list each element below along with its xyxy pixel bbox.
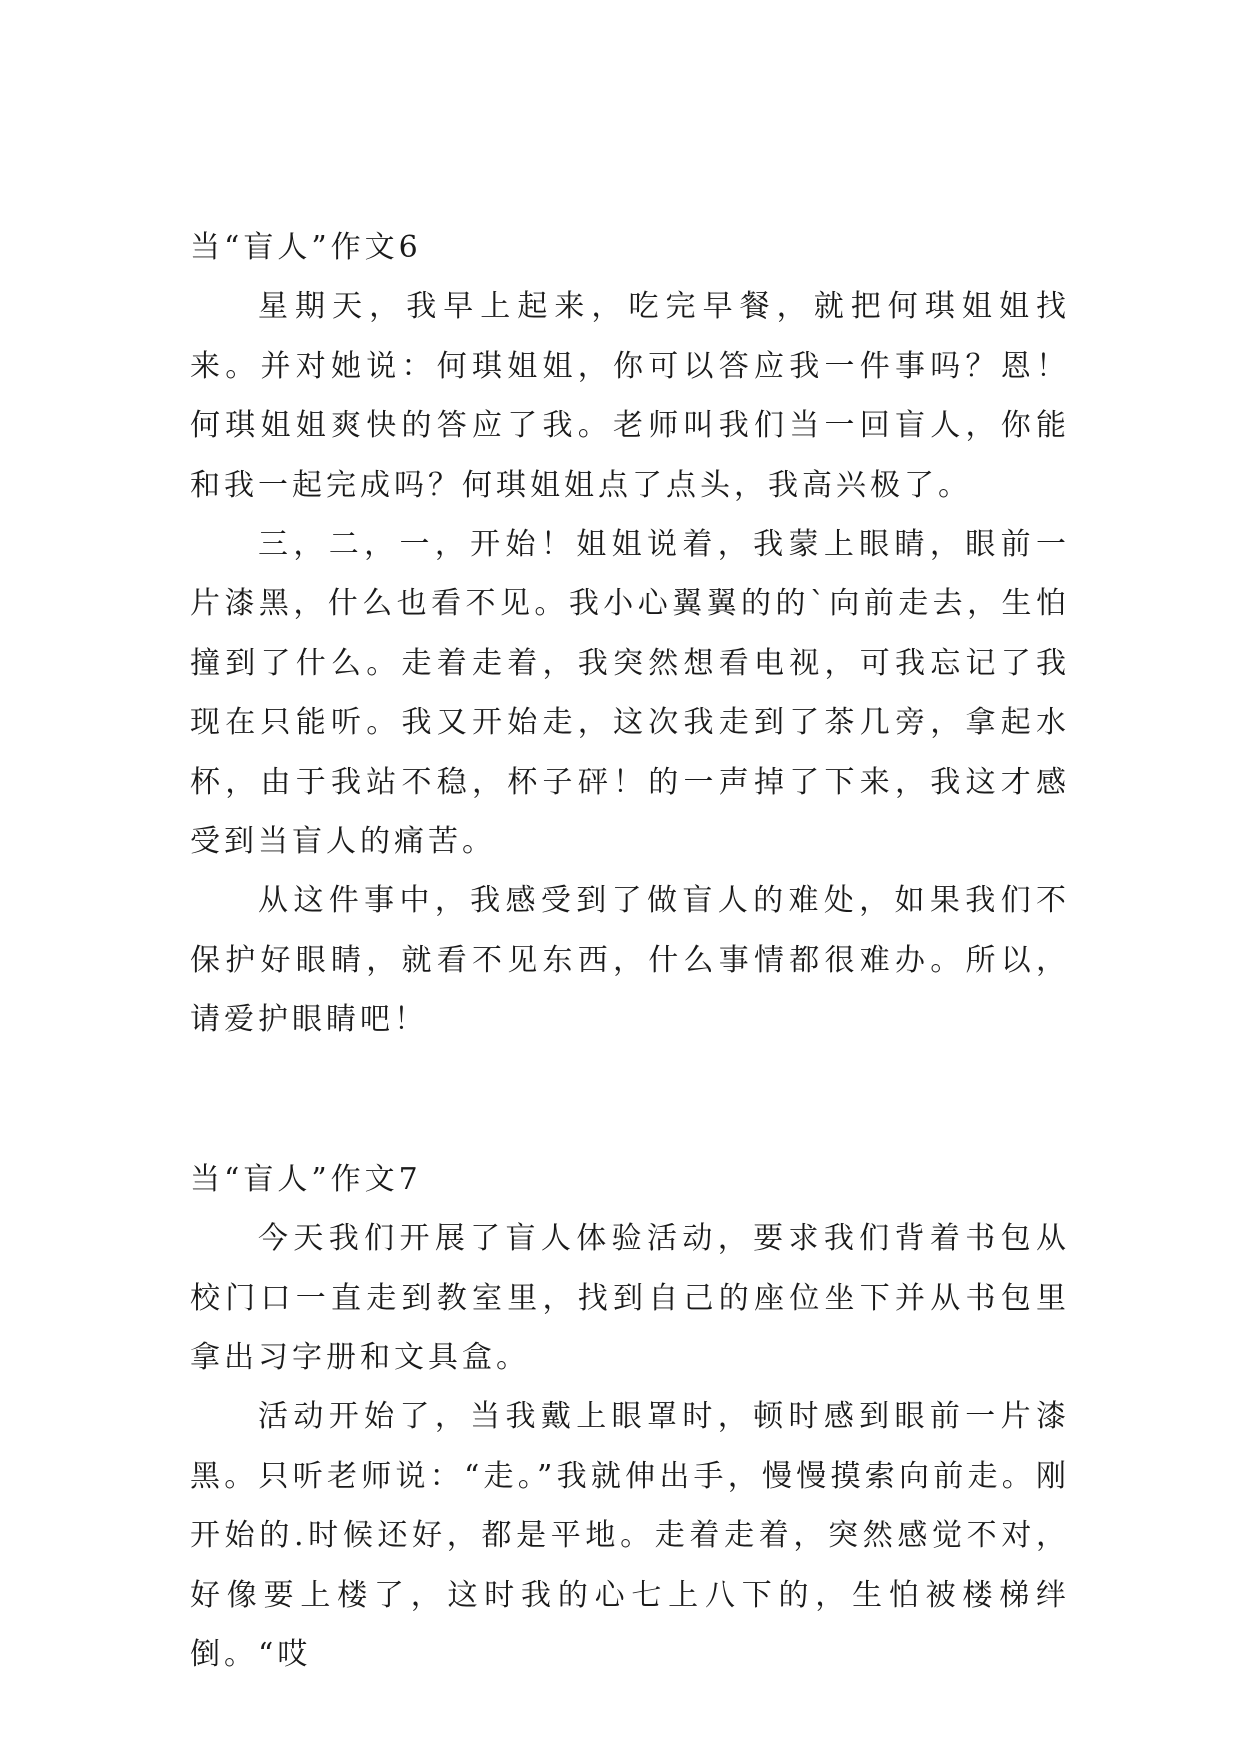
paragraph: 活动开始了，当我戴上眼罩时，顿时感到眼前一片漆黑。只听老师说：“走。”我就伸出手，慢慢摸索向前走。刚开始的.时候还好，都是平地。走着走着，突然感觉不对，好像要上楼了，这时我的心七上八下的，生怕被楼梯绊倒。“哎 [190,1399,1070,1672]
section-title: 当“盲人”作文7 [190,1161,422,1197]
paragraph: 从这件事中，我感受到了做盲人的难处，如果我们不保护好眼睛，就看不见东西，什么事情都很难办。所以，请爱护眼睛吧！ [190,883,1070,1038]
paragraph: 今天我们开展了盲人体验活动，要求我们背着书包从校门口一直走到教室里，找到自己的座位坐下并从书包里拿出习字册和文具盒。 [190,1221,1070,1375]
section-spacer [190,1050,1070,1150]
essay-section-6 [190,218,1070,1050]
document-body [190,218,1070,1684]
essay-section-7 [190,1150,1070,1685]
paragraph: 三，二，一，开始！姐姐说着，我蒙上眼睛，眼前一片漆黑，什么也看不见。我小心翼翼的的`向前走去，生怕撞到了什么。走着走着，我突然想看电视，可我忘记了我现在只能听。我又开始走，这次我走到了茶几旁，拿起水杯，由于我站不稳，杯子砰！的一声掉了下来，我这才感受到当盲人的痛苦。 [190,527,1070,860]
section-title: 当“盲人”作文6 [190,230,422,265]
paragraph: 星期天，我早上起来，吃完早餐，就把何琪姐姐找来。并对她说：何琪姐姐，你可以答应我一件事吗？恩！何琪姐姐爽快的答应了我。老师叫我们当一回盲人，你能和我一起完成吗？何琪姐姐点了点头，我高兴极了。 [190,289,1070,503]
